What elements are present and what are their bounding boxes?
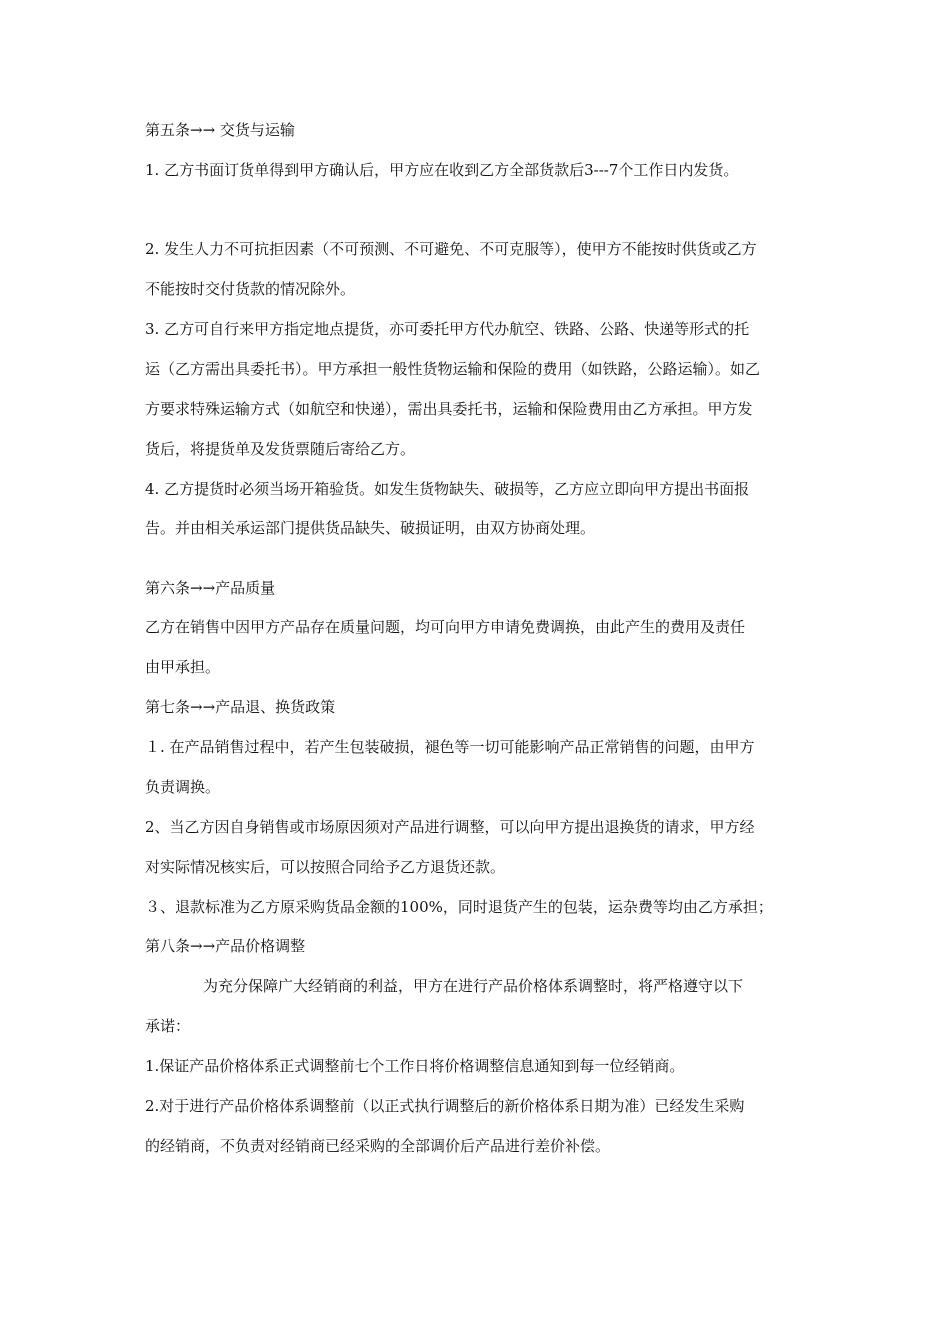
section-5-item-4-line-2: 告。并由相关承运部门提供货品缺失、破损证明，由双方协商处理。 xyxy=(145,519,596,537)
section-8-item-2-line-2: 的经销商，不负责对经销商已经采购的全部调价后产品进行差价补偿。 xyxy=(145,1137,611,1155)
section-5-item-2-line-1: 2. 发生人力不可抗拒因素（不可预测、不可避免、不可克服等），使甲方不能按时供货或乙方 xyxy=(145,240,757,258)
section-8-heading: 第八条→→产品价格调整 xyxy=(145,937,306,955)
section-5-item-3-line-1: 3. 乙方可自行来甲方指定地点提货，亦可委托甲方代办航空、铁路、公路、快递等形式的托 xyxy=(145,320,750,338)
section-5-item-3-line-4: 货后，将提货单及发货票随后寄给乙方。 xyxy=(145,440,416,458)
section-7-heading: 第七条→→产品退、换货政策 xyxy=(145,698,336,716)
section-6-body-line-1: 乙方在销售中因甲方产品存在质量问题，均可向甲方申请免费调换，由此产生的费用及责任 xyxy=(145,618,746,636)
section-7-item-1-line-2: 负责调换。 xyxy=(145,778,221,796)
section-6-heading: 第六条→→产品质量 xyxy=(145,579,276,597)
section-7-item-2-line-2: 对实际情况核实后，可以按照合同给予乙方退货还款。 xyxy=(145,858,506,876)
section-7-item-1-line-1: １. 在产品销售过程中，若产生包装破损，褪色等一切可能影响产品正常销售的问题，由甲方 xyxy=(145,738,755,756)
section-8-item-1: 1.保证产品价格体系正式调整前七个工作日将价格调整信息通知到每一位经销商。 xyxy=(145,1057,685,1075)
section-5-heading: 第五条→→ 交货与运输 xyxy=(145,121,295,139)
section-5-item-1: 1. 乙方书面订货单得到甲方确认后，甲方应在收到乙方全部货款后3---7个工作日内发货。 xyxy=(145,161,739,179)
section-6-body-line-2: 由甲承担。 xyxy=(145,658,221,676)
section-8-item-2-line-1: 2.对于进行产品价格体系调整前（以正式执行调整后的新价格体系日期为准）已经发生采购 xyxy=(145,1097,745,1115)
section-8-intro-line-2: 承诺： xyxy=(145,1017,191,1035)
section-7-item-3: ３、退款标准为乙方原采购货品金额的100%，同时退货产生的包装，运杂费等均由乙方承担； xyxy=(145,898,773,916)
section-7-item-2-line-1: 2、当乙方因自身销售或市场原因须对产品进行调整，可以向甲方提出退换货的请求，甲方经 xyxy=(145,818,755,836)
section-5-item-2-line-2: 不能按时交付货款的情况除外。 xyxy=(145,280,356,298)
section-5-item-3-line-3: 方要求特殊运输方式（如航空和快递），需出具委托书，运输和保险费用由乙方承担。甲方发 xyxy=(145,400,753,418)
section-5-item-4-line-1: 4. 乙方提货时必须当场开箱验货。如发生货物缺失、破损等，乙方应立即向甲方提出书面报 xyxy=(145,480,750,498)
section-8-intro-line-1: 为充分保障广大经销商的利益，甲方在进行产品价格体系调整时，将严格遵守以下 xyxy=(203,977,744,995)
section-5-item-3-line-2: 运（乙方需出具委托书）。甲方承担一般性货物运输和保险的费用（如铁路，公路运输）。如乙 xyxy=(145,360,761,378)
